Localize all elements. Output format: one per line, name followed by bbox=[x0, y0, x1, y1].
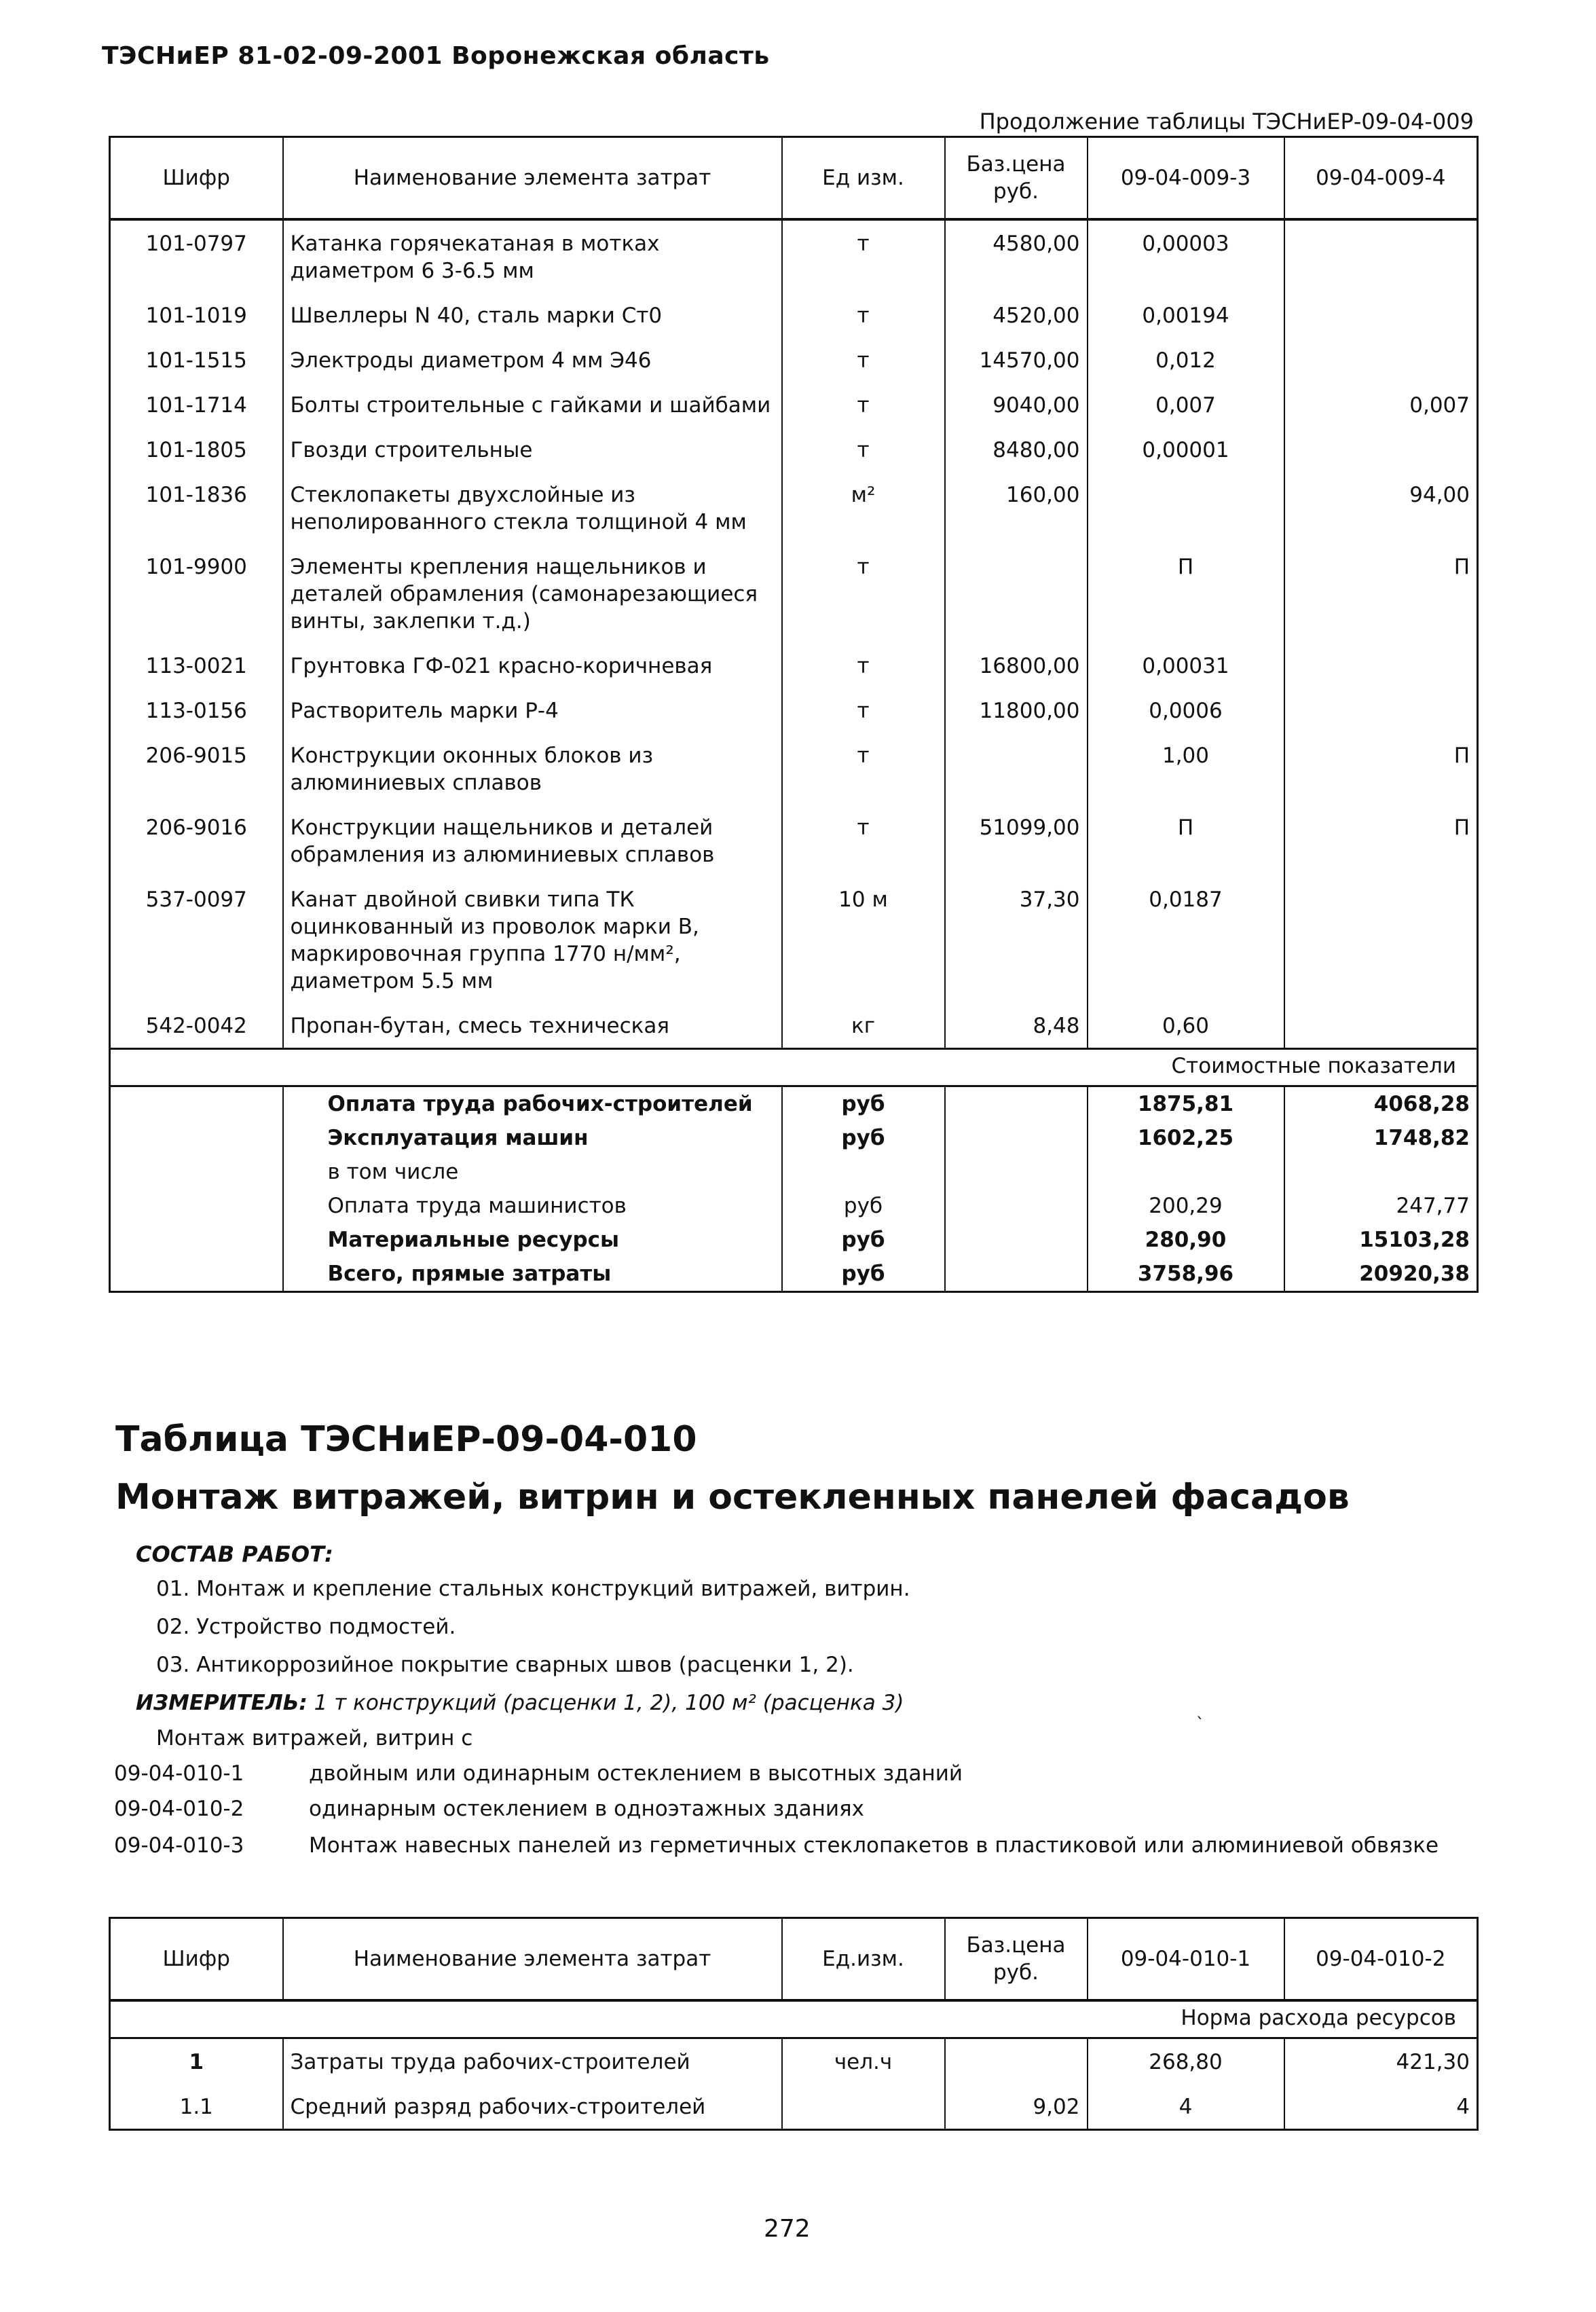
measure-line bbox=[136, 1691, 904, 1715]
cell-unit: руб bbox=[782, 1189, 945, 1223]
work-item-2: 02. Устройство подмостей. bbox=[156, 1615, 456, 1639]
summary-row bbox=[110, 1155, 1478, 1189]
cell-value-4: П bbox=[1453, 555, 1470, 579]
cell-value-2: 421,30 bbox=[1396, 2050, 1470, 2074]
cell-value-4 bbox=[1284, 1155, 1478, 1189]
page-number: 272 bbox=[764, 2215, 811, 2243]
cell-unit bbox=[782, 1155, 945, 1189]
resource-table-010 bbox=[109, 1917, 1479, 2131]
cell-unit: т bbox=[782, 219, 945, 293]
cell-price bbox=[945, 544, 1088, 643]
cell-price: 51099,00 bbox=[945, 805, 1088, 877]
cell-name: Канат двойной свивки типа ТК оцинкованный из проволок марки В, маркировочная группа 1770 н/мм², диаметром 5.5 мм bbox=[283, 877, 782, 1003]
cell-value-2: 4 bbox=[1456, 2095, 1470, 2119]
header-name: Наименование элемента затрат bbox=[283, 137, 782, 220]
table-row bbox=[110, 805, 1478, 877]
cell-code: 101-1836 bbox=[110, 472, 283, 544]
cell-unit: руб bbox=[782, 1086, 945, 1122]
table-row bbox=[110, 293, 1478, 337]
cell-code: 101-1805 bbox=[110, 427, 283, 472]
cell-value-3 bbox=[1088, 472, 1284, 544]
measure-label: ИЗМЕРИТЕЛЬ: bbox=[136, 1691, 308, 1715]
cell-code: 542-0042 bbox=[110, 1003, 283, 1049]
cell-value-3: 0,007 bbox=[1088, 382, 1284, 427]
cell-price bbox=[945, 1223, 1088, 1257]
table-row bbox=[110, 2084, 1478, 2130]
cell-price: 160,00 bbox=[945, 472, 1088, 544]
band-label: Стоимостные показатели bbox=[110, 1049, 1478, 1086]
work-item-1: 01. Монтаж и крепление стальных конструкций витражей, витрин. bbox=[156, 1577, 910, 1601]
cell-code bbox=[110, 1155, 283, 1189]
cell-value-3: 0,00001 bbox=[1088, 427, 1284, 472]
table-row bbox=[110, 2038, 1478, 2085]
cell-value-1: 268,80 bbox=[1088, 2038, 1284, 2085]
header-name: Наименование элемента затрат bbox=[283, 1918, 782, 2001]
measure-text: 1 т конструкций (расценки 1, 2), 100 м² (расценка 3) bbox=[314, 1691, 904, 1715]
table-row bbox=[110, 643, 1478, 688]
cell-code: 113-0021 bbox=[110, 643, 283, 688]
cell-value-3: 0,00194 bbox=[1088, 293, 1284, 337]
cell-value-4: П bbox=[1453, 815, 1470, 840]
cell-price: 16800,00 bbox=[945, 643, 1088, 688]
table-subtitle: Монтаж витражей, витрин и остекленных панелей фасадов bbox=[115, 1477, 1350, 1518]
table-row bbox=[110, 544, 1478, 643]
header-price: Баз.цена руб. bbox=[945, 1918, 1088, 2001]
cell-name: Катанка горячекатаная в мотках диаметром 6 3-6.5 мм bbox=[283, 219, 782, 293]
summary-row bbox=[110, 1189, 1478, 1223]
cell-unit: руб bbox=[782, 1121, 945, 1155]
cell-value-3: П bbox=[1088, 805, 1284, 877]
cell-value-3: 0,00031 bbox=[1088, 643, 1284, 688]
stray-mark: ` bbox=[1196, 1714, 1204, 1733]
continuation-note: Продолжение таблицы ТЭСНиЕР-09-04-009 bbox=[979, 109, 1474, 134]
header-unit: Ед изм. bbox=[782, 137, 945, 220]
cell-name: Элементы крепления нащельников и деталей обрамления (самонарезающиеся винты, заклепки т.д.) bbox=[283, 544, 782, 643]
cell-code: 101-1019 bbox=[110, 293, 283, 337]
cell-unit bbox=[782, 2084, 945, 2130]
cell-price bbox=[945, 733, 1088, 805]
table-row bbox=[110, 337, 1478, 382]
cell-name: Материальные ресурсы bbox=[283, 1223, 782, 1257]
cell-value-4: 1748,82 bbox=[1373, 1126, 1470, 1150]
cell-code bbox=[110, 1086, 283, 1122]
cell-price: 8,48 bbox=[945, 1003, 1088, 1049]
table-header-row bbox=[110, 137, 1478, 220]
rate-desc-2: одинарным остеклением в одноэтажных зданиях bbox=[309, 1797, 864, 1821]
table-row bbox=[110, 472, 1478, 544]
cell-price: 14570,00 bbox=[945, 337, 1088, 382]
table-row bbox=[110, 1003, 1478, 1049]
cell-value-4 bbox=[1284, 1003, 1478, 1049]
cell-value-3: 1602,25 bbox=[1088, 1121, 1284, 1155]
cell-unit: т bbox=[782, 337, 945, 382]
cell-price bbox=[945, 2038, 1088, 2085]
cell-code: 101-1714 bbox=[110, 382, 283, 427]
cell-name: в том числе bbox=[283, 1155, 782, 1189]
header-col-1: 09-04-010-1 bbox=[1088, 1918, 1284, 2001]
cell-code: 1 bbox=[110, 2038, 283, 2085]
cell-name: Эксплуатация машин bbox=[283, 1121, 782, 1155]
table-title: Таблица ТЭСНиЕР-09-04-010 bbox=[115, 1419, 697, 1460]
band-label: Норма расхода ресурсов bbox=[110, 2000, 1478, 2038]
rate-code-1: 09-04-010-1 bbox=[114, 1761, 244, 1786]
rate-code-3: 09-04-010-3 bbox=[114, 1833, 244, 1858]
cell-value-3: 0,0006 bbox=[1088, 688, 1284, 733]
section-band bbox=[110, 1049, 1478, 1086]
work-item-3: 03. Антикоррозийное покрытие сварных швов (расценки 1, 2). bbox=[156, 1653, 854, 1677]
table-header-row bbox=[110, 1918, 1478, 2001]
cell-unit: руб bbox=[782, 1223, 945, 1257]
cell-name: Гвозди строительные bbox=[283, 427, 782, 472]
cell-name: Грунтовка ГФ-021 красно-коричневая bbox=[283, 643, 782, 688]
cell-price: 37,30 bbox=[945, 877, 1088, 1003]
summary-row bbox=[110, 1257, 1478, 1292]
header-price: Баз.цена руб. bbox=[945, 137, 1088, 220]
cell-value-3: П bbox=[1088, 544, 1284, 643]
header-unit: Ед.изм. bbox=[782, 1918, 945, 2001]
header-code: Шифр bbox=[110, 1918, 283, 2001]
cell-value-4 bbox=[1284, 219, 1478, 293]
header-col-4: 09-04-009-4 bbox=[1284, 137, 1478, 220]
cell-price bbox=[945, 1155, 1088, 1189]
cell-price bbox=[945, 1086, 1088, 1122]
cell-unit: м² bbox=[782, 472, 945, 544]
cell-price: 4580,00 bbox=[945, 219, 1088, 293]
cell-value-3: 1,00 bbox=[1088, 733, 1284, 805]
header-code: Шифр bbox=[110, 137, 283, 220]
cell-value-4 bbox=[1284, 337, 1478, 382]
cell-value-4: 0,007 bbox=[1409, 393, 1470, 418]
cell-value-4: П bbox=[1453, 744, 1470, 768]
cell-unit: т bbox=[782, 544, 945, 643]
cell-price: 11800,00 bbox=[945, 688, 1088, 733]
section-band bbox=[110, 2000, 1478, 2038]
rate-desc-1: двойным или одинарным остеклением в высотных зданий bbox=[309, 1761, 963, 1786]
cell-value-3: 0,012 bbox=[1088, 337, 1284, 382]
cell-unit: т bbox=[782, 733, 945, 805]
cell-value-4 bbox=[1284, 427, 1478, 472]
cell-value-4 bbox=[1284, 688, 1478, 733]
cell-code: 101-9900 bbox=[110, 544, 283, 643]
cell-code: 101-1515 bbox=[110, 337, 283, 382]
cell-name: Растворитель марки Р-4 bbox=[283, 688, 782, 733]
table-row bbox=[110, 382, 1478, 427]
cell-code bbox=[110, 1189, 283, 1223]
cell-unit: чел.ч bbox=[782, 2038, 945, 2085]
cell-name: Болты строительные с гайками и шайбами bbox=[283, 382, 782, 427]
cell-name: Швеллеры N 40, сталь марки Ст0 bbox=[283, 293, 782, 337]
cell-code: 113-0156 bbox=[110, 688, 283, 733]
rate-code-2: 09-04-010-2 bbox=[114, 1797, 244, 1821]
cell-code: 101-0797 bbox=[110, 219, 283, 293]
cell-name: Всего, прямые затраты bbox=[283, 1257, 782, 1292]
cell-value-4: 15103,28 bbox=[1359, 1228, 1470, 1252]
cell-price bbox=[945, 1121, 1088, 1155]
cell-value-4: 247,77 bbox=[1396, 1194, 1470, 1218]
cell-name: Стеклопакеты двухслойные из неполированного стекла толщиной 4 мм bbox=[283, 472, 782, 544]
table-row bbox=[110, 219, 1478, 293]
cell-code: 206-9016 bbox=[110, 805, 283, 877]
cell-unit: кг bbox=[782, 1003, 945, 1049]
cell-value-3: 0,00003 bbox=[1088, 219, 1284, 293]
cell-code bbox=[110, 1121, 283, 1155]
cell-value-4: 20920,38 bbox=[1359, 1262, 1470, 1286]
cell-value-3: 200,29 bbox=[1088, 1189, 1284, 1223]
cell-value-4 bbox=[1284, 877, 1478, 1003]
cell-price: 8480,00 bbox=[945, 427, 1088, 472]
header-col-2: 09-04-010-2 bbox=[1284, 1918, 1478, 2001]
cell-unit: т bbox=[782, 688, 945, 733]
cell-code bbox=[110, 1257, 283, 1292]
cell-price bbox=[945, 1257, 1088, 1292]
resource-table-009 bbox=[109, 136, 1479, 1293]
cell-value-4 bbox=[1284, 643, 1478, 688]
cell-value-3: 0,0187 bbox=[1088, 877, 1284, 1003]
cell-name: Оплата труда машинистов bbox=[283, 1189, 782, 1223]
cell-unit: 10 м bbox=[782, 877, 945, 1003]
cell-name: Пропан-бутан, смесь техническая bbox=[283, 1003, 782, 1049]
cell-value-4: 4068,28 bbox=[1373, 1092, 1470, 1116]
cell-value-1: 4 bbox=[1088, 2084, 1284, 2130]
cell-value-3: 0,60 bbox=[1088, 1003, 1284, 1049]
cell-code bbox=[110, 1223, 283, 1257]
cell-value-3 bbox=[1088, 1155, 1284, 1189]
cell-value-3: 280,90 bbox=[1088, 1223, 1284, 1257]
summary-row bbox=[110, 1121, 1478, 1155]
table-row bbox=[110, 427, 1478, 472]
cell-unit: т bbox=[782, 427, 945, 472]
cell-value-4 bbox=[1284, 293, 1478, 337]
cell-price: 4520,00 bbox=[945, 293, 1088, 337]
table-row bbox=[110, 877, 1478, 1003]
cell-value-4: 94,00 bbox=[1409, 483, 1470, 507]
cell-code: 206-9015 bbox=[110, 733, 283, 805]
cell-name: Затраты труда рабочих-строителей bbox=[283, 2038, 782, 2085]
cell-name: Конструкции оконных блоков из алюминиевых сплавов bbox=[283, 733, 782, 805]
cell-code: 537-0097 bbox=[110, 877, 283, 1003]
cell-price: 9040,00 bbox=[945, 382, 1088, 427]
running-header: ТЭСНиЕР 81-02-09-2001 Воронежская область bbox=[102, 42, 770, 70]
cell-unit: руб bbox=[782, 1257, 945, 1292]
cell-value-3: 1875,81 bbox=[1088, 1086, 1284, 1122]
montage-intro: Монтаж витражей, витрин с bbox=[156, 1726, 473, 1750]
summary-row bbox=[110, 1223, 1478, 1257]
cell-unit: т bbox=[782, 805, 945, 877]
cell-name: Конструкции нащельников и деталей обрамления из алюминиевых сплавов bbox=[283, 805, 782, 877]
cell-price bbox=[945, 1189, 1088, 1223]
summary-row bbox=[110, 1086, 1478, 1122]
header-col-3: 09-04-009-3 bbox=[1088, 137, 1284, 220]
table-row bbox=[110, 733, 1478, 805]
cell-unit: т bbox=[782, 382, 945, 427]
cell-price: 9,02 bbox=[945, 2084, 1088, 2130]
cell-name: Средний разряд рабочих-строителей bbox=[283, 2084, 782, 2130]
cell-name: Оплата труда рабочих-строителей bbox=[283, 1086, 782, 1122]
cell-unit: т bbox=[782, 293, 945, 337]
works-label: СОСТАВ РАБОТ: bbox=[136, 1541, 333, 1567]
cell-value-3: 3758,96 bbox=[1088, 1257, 1284, 1292]
cell-unit: т bbox=[782, 643, 945, 688]
rate-desc-3: Монтаж навесных панелей из герметичных стеклопакетов в пластиковой или алюминиевой обвязке bbox=[309, 1833, 1439, 1858]
cell-code: 1.1 bbox=[110, 2084, 283, 2130]
cell-name: Электроды диаметром 4 мм Э46 bbox=[283, 337, 782, 382]
table-row bbox=[110, 688, 1478, 733]
